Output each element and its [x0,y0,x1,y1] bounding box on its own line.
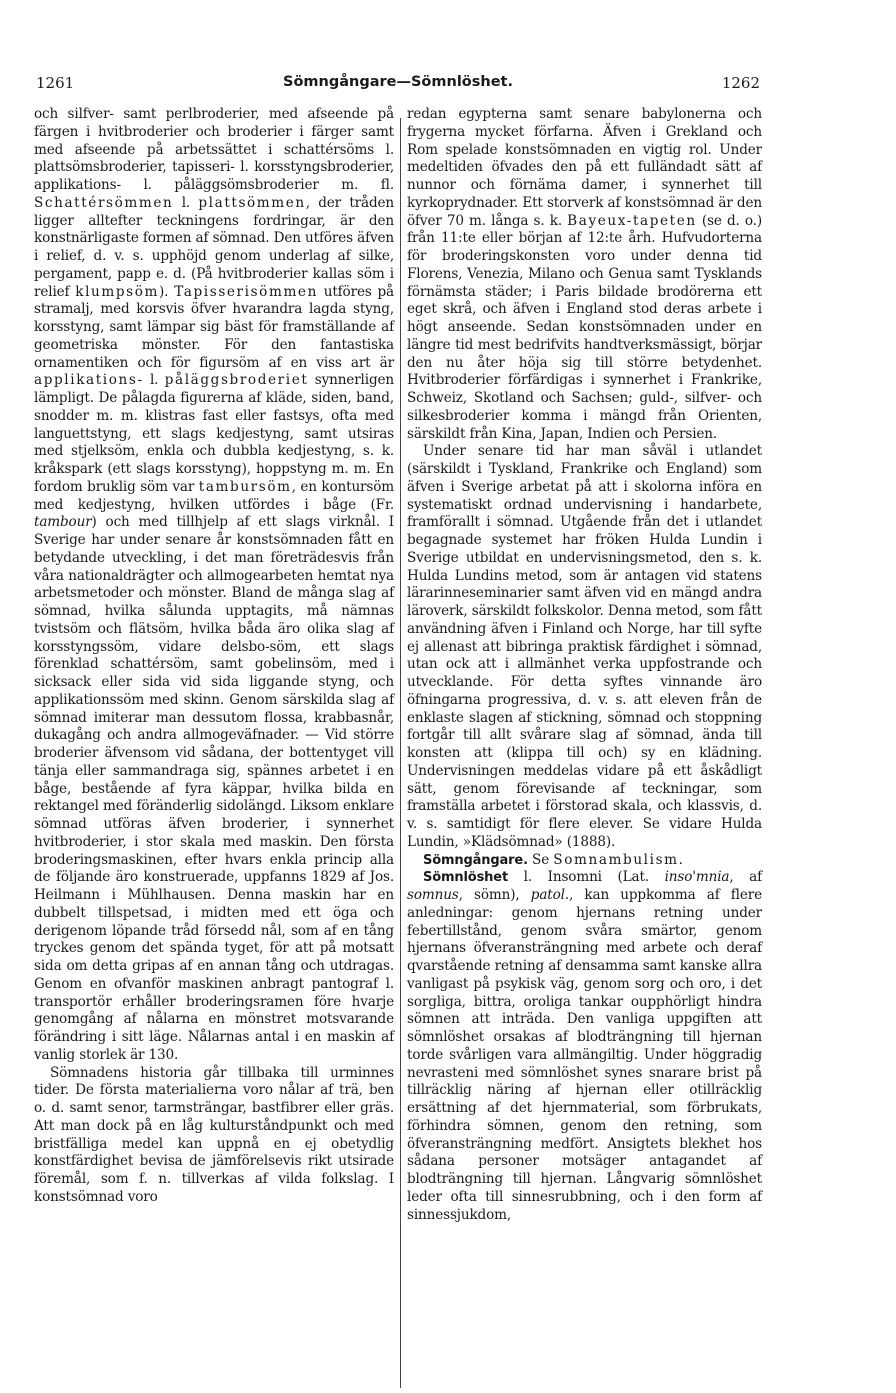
headword: Sömnlöshet [423,870,509,886]
right-column [407,106,762,1224]
column-divider [400,118,401,1388]
page-number-left: 1261 [36,74,75,92]
left-column [34,106,394,1207]
paragraph: och silfver- samt perlbroderier, med afseende på färgen i hvitbroderier och broderier i färger samt med afseende på arbetssättet i schattérsöms l. plattsömsbroderier, tapisseri- l. korsstyngsbroderier, applikations- l. påläggsömsbroderier m. fl. Schattérsömmen l. plattsömmen, der tråden ligger alltefter teckningens fordringar, är den konstnärligaste formen af sömnad. Den utföres äfven i relief, d. v. s. upphöjd genom underlag af silke, pergament, papp e. d. (På hvitbroderier kallas söm i relief klumpsöm). Tapisserisömmen utföres på stramalj, med korsvis öfver hvarandra lagda styng, korsstyng, samt lämpar sig bäst för framställande af geometriska mönster. För den fantastiska ornamentiken och för figursöm af en viss art är applikations- l. påläggsbroderiet synnerligen lämpligt. De pålagda figurerna af kläde, siden, band, snodder m. m. klistras fast eller fastsys, ofta med languettstyng, ett slags kedjestyng, samt utsiras med stjelksöm, enkla och dubbla kedjestyng, s. k. kråkspark (ett slags korsstyng), hoppstyng m. m. En fordom bruklig söm var tambursöm, en kontursöm med kedjestyng, hvilken utfördes i båge (Fr. tambour) och med tillhjelp af ett slags virknål. I Sverige har under senare år konstsömnaden fått en betydande utveckling, i det man företrädesvis från våra nationaldrägter och allmogearbeten hemtat nya arbetsmetoder och mönster. Bland de många slag af sömnad, hvilka sålunda upptagits, må nämnas tvistsöm och flätsöm, hvilka båda äro olika slag af korsstyngssöm, vidare delsbo-söm, ett slags förenklad schattérsöm, samt gobelinsöm, med i sicksack eller sida vid sida liggande styng, och applikationssöm med skinn. Genom särskilda slag af sömnad imiterar man dessutom flossa, krabbasnår, dukagång och andra allmogeväfnader. — Vid större broderier äfvensom vid sådana, der bottentyget vill tänja eller sammandraga sig, spännes arbetet i en båge, bestående af fyra käppar, hvilka bilda en rektangel med föränderlig sidolängd. Liksom enklare sömnad utföras äfven broderier, i synnerhet hvitbroderier, i stor skala med maskin. Den första broderingsmaskinen, efter hvars enkla princip alla de följande äro konstruerade, uppfanns 1829 af Jos. Heilmann i Mühlhausen. Denna maskin har en dubbelt tillspetsad, i midten med ett öga och derigenom löpande tråd försedd nål, som af en tång tryckes genom det spända tyget, för att på motsatt sida om detta gripas af en annan tång och utdragas. Genom en ofvanför maskinen anbragt pantograf l. transportör erhåller broderingsramen före hvarje genomgång af nålarna en mönstret motsvarande förändring i sitt läge. Nålarnas antal i en maskin af vanlig storlek är 130. [34,106,395,1063]
headword: Sömngångare. [423,852,528,868]
entry-somngangare: Sömngångare. Se Somnambulism. [423,851,683,868]
running-header [36,74,760,96]
paragraph: Sömnadens historia går tillbaka till urminnes tider. De första materialierna voro nålar af trä, ben o. d. samt senor, tarmsträngar, bastfibrer eller gräs. Att man dock på en låg kulturståndpunkt och med bristfälliga medel kan uppnå en ej obetydlig konstfärdighet bevisa de jämförelsevis rikt utsirade föremål, som f. n. tillverkas af vilda folkslag. I konstsömnad voro [34,1064,394,1205]
page-number-right: 1262 [721,74,760,92]
entry-somnloshet: Sömnlöshet l. Insomni (Lat. inso'mnia, af somnus, sömn), patol., kan uppkomma af flere anledningar: genom hjernans retning under febertillstånd, genom svåra smärtor, genom hjernans öfveransträngning med arbete och deraf qvarstående retning af densamma samt kanske allra vanligast på psykisk väg, genom sorg och oro, i det sorgliga, bittra, oroliga tankar oupphörligt hindra sömnen att inträda. Den vanliga uppgiften att sömnlöshet orsakas af blodträngning till hjernan torde svårligen vara allmängiltig. Under höggradig nevrasteni med sömnlöshet synes snarare brist på tillräcklig näring af hjernan eller otillräcklig ersättning af det hjernmaterial, som förbrukats, förhindra sömnen, genom den retning, som öfveransträngning medfört. Ansigtets blekhet hos sådana personer motsäger antagandet af blodträngning till hjernan. Långvarig sömnlöshet leder ofta till sinnesrubbning, och i den form af sinnessjukdom, [407,869,763,1223]
paragraph: redan egypterna samt senare babylonerna och frygerna mycket förfarna. Äfven i Grekland och Rom spelade konstsömnaden en vigtig rol. Under medeltiden öfvades den på ett fulländadt sätt af nunnor och förnäma damer, i synnerhet till kyrkoprydnader. Ett storverk af konstsömnad är den öfver 70 m. långa s. k. Bayeux-tapeten (se d. o.) från 11:te eller början af 12:te årh. Hufvudorterna för broderingskonsten voro under denna tid Florens, Venezia, Milano och Genua samt Tysklands förnämsta städer; i Paris bildade brodörerna ett eget skrå, och äfven i England stod deras arbete i högt anseende. Sedan konstsömnaden under en längre tid mest bedrifvits handtverksmässigt, börjar den nu åter höja sig till större betydenhet. Hvitbroderier förfärdigas i synnerhet i Frankrike, Schweiz, Skotland och Sachsen; guld-, silfver- och silkesbroderier komma i mängd från Orienten, särskildt från Kina, Japan, Indien och Persien. [407,106,762,442]
page-title: Sömngångare—Sömnlöshet. [283,74,513,90]
paragraph: Under senare tid har man såväl i utlandet (särskildt i Tyskland, Frankrike och England) som äfven i Sverige arbetat på att i skolorna införa en systematiskt ordnad undervisning i handarbete, framförallt i sömnad. Utgående från det i utlandet begagnade systemet har fröken Hulda Lundin i Sverige utbildat en undervisningsmetod, den s. k. Hulda Lundins metod, som är antagen vid statens lärarinneseminarier samt äfven vid en mängd andra läroverk, särskildt folkskolor. Denna metod, som fått användning äfven i Finland och Norge, har till syfte ej allenast att bibringa praktisk färdighet i sömnad, utan ock att i allmänhet verka uppfostrande och utvecklande. För detta syftes vinnande äro öfningarna progressiva, d. v. s. att eleven från de enklaste slagen af stickning, sömnad och stoppning fortgår till allt svårare slag af sömnad, ända till konsten att (klippa till och) sy en klädning. Undervisningen meddelas vidare på ett åskådligt sätt, genom förevisande af teckningar, som framställa arbetet i förstorad skala, och klassvis, d. v. s. samtidigt för flere elever. Se vidare Hulda Lundin, »Klädsömnad» (1888). [407,443,762,850]
